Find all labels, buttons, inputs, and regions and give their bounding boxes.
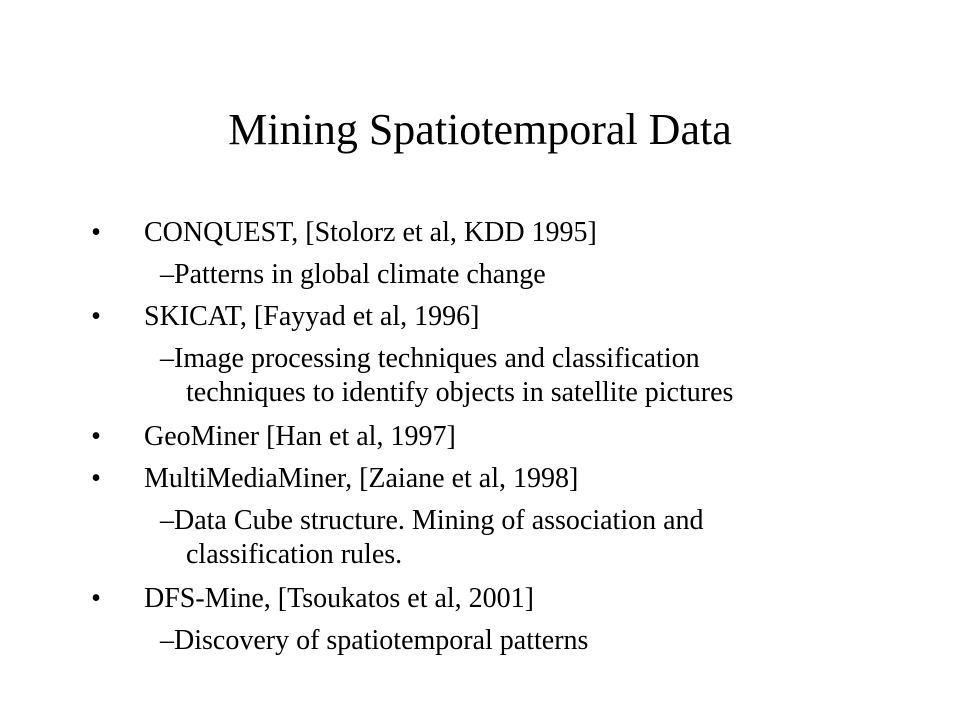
sub-bullet-line: [160, 258, 546, 292]
sub-bullet-item: [160, 258, 546, 292]
bullet-text: MultiMediaMiner, [Zaiane et al, 1998]: [144, 463, 579, 494]
bullet-marker: •: [91, 217, 101, 248]
bullet-item: [91, 462, 579, 496]
bullet-marker: •: [91, 583, 101, 614]
sub-bullet-line-continued: techniques to identify objects in satellite pictures: [186, 377, 734, 408]
sub-bullet-line: [160, 624, 588, 658]
bullet-item: [91, 216, 597, 250]
bullet-text: SKICAT, [Fayyad et al, 1996]: [144, 301, 480, 332]
bullet-item: [91, 300, 480, 334]
bullet-text: CONQUEST, [Stolorz et al, KDD 1995]: [144, 217, 597, 248]
bullet-marker: •: [91, 421, 101, 452]
bullet-item: [91, 582, 535, 616]
sub-bullet-line-continued: classification rules.: [186, 539, 403, 570]
sub-bullet-line: [160, 342, 733, 376]
dash-marker: –: [160, 625, 174, 656]
sub-bullet-text: Image processing techniques and classification: [174, 343, 700, 374]
slide-title: Mining Spatiotemporal Data: [228, 105, 732, 154]
dash-marker: –: [160, 343, 174, 374]
dash-marker: –: [160, 505, 174, 536]
sub-bullet-line: [160, 504, 704, 538]
bullet-text: DFS-Mine, [Tsoukatos et al, 2001]: [144, 583, 535, 614]
sub-bullet-text: Data Cube structure. Mining of association and: [174, 505, 704, 536]
sub-bullet-item: [160, 624, 588, 658]
sub-bullet-item: [160, 504, 704, 572]
sub-bullet-text: Discovery of spatiotemporal patterns: [174, 625, 589, 656]
bullet-marker: •: [91, 301, 101, 332]
sub-bullet-item: [160, 342, 733, 410]
bullet-text: GeoMiner [Han et al, 1997]: [144, 421, 456, 452]
dash-marker: –: [160, 259, 174, 290]
bullet-marker: •: [91, 463, 101, 494]
bullet-item: [91, 420, 456, 454]
sub-bullet-text: Patterns in global climate change: [174, 259, 546, 290]
